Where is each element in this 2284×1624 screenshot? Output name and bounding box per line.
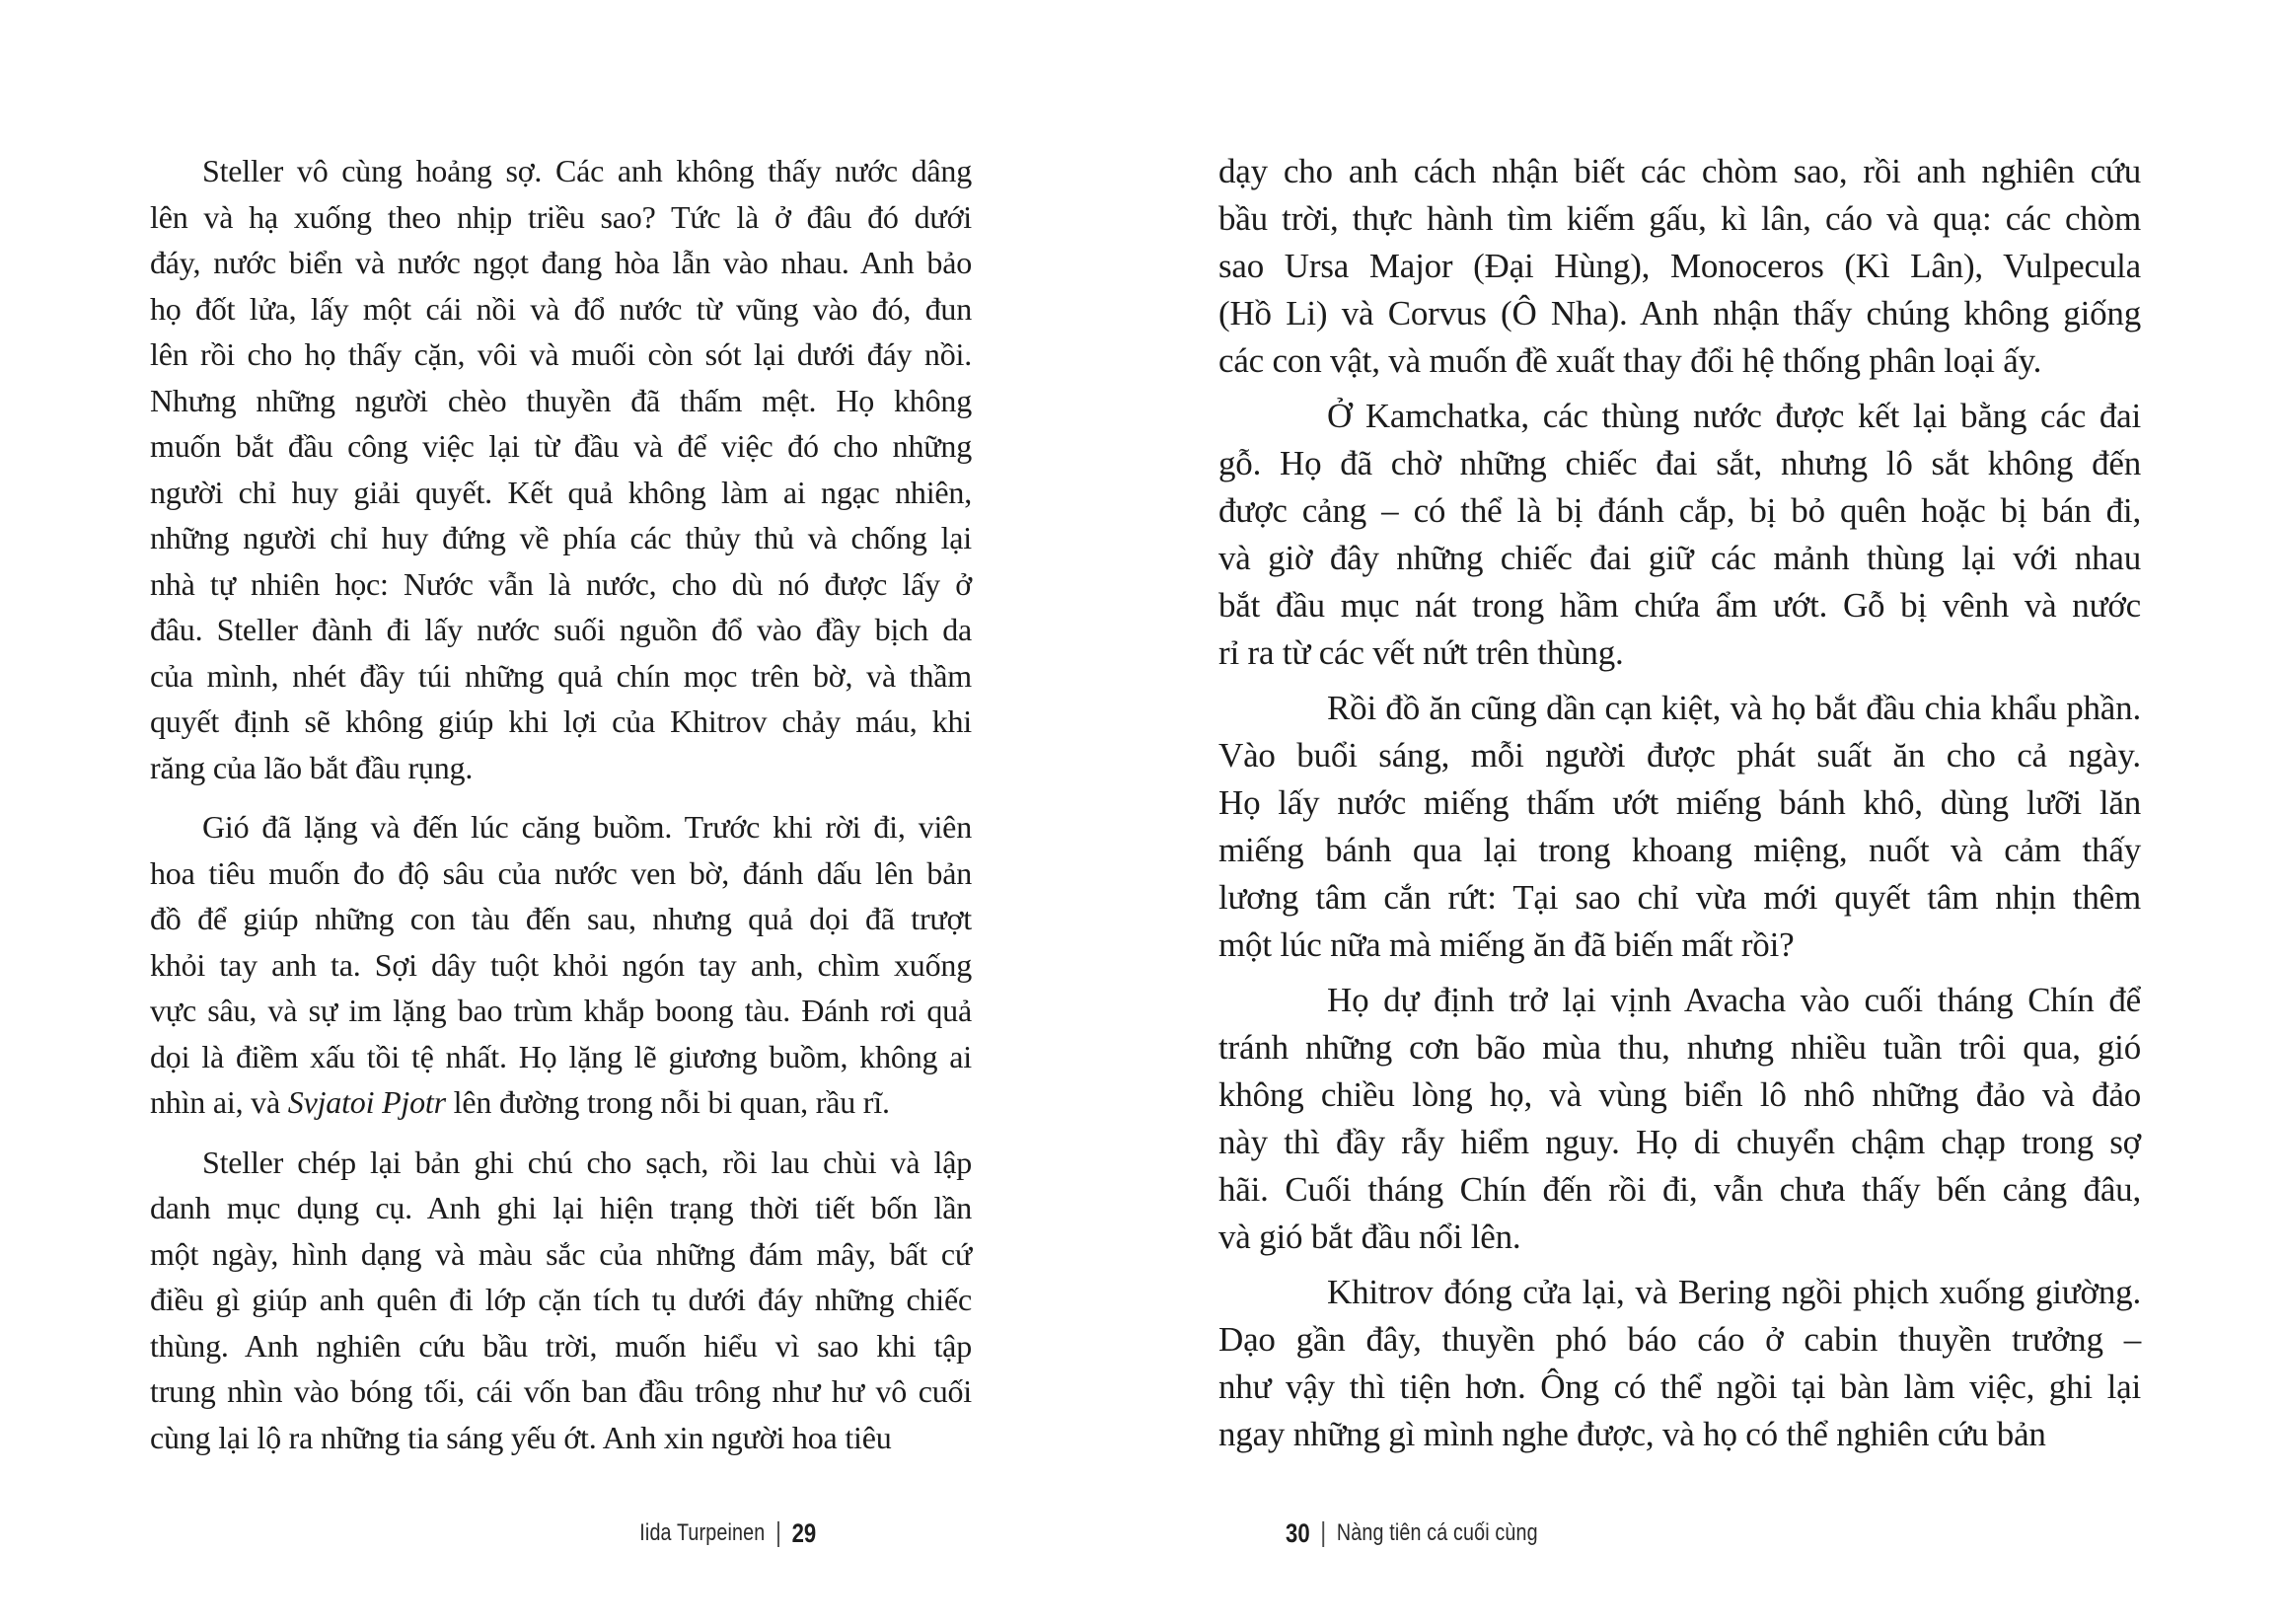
text-line — [150, 240, 972, 286]
text-segment: vực sâu, và sự im lặng bao trùm khắp boong tàu. Đánh rơi quả — [150, 993, 972, 1028]
text-segment: Họ dự định trở lại vịnh Avacha vào cuối tháng Chín để — [1327, 981, 2141, 1019]
text-line — [150, 194, 972, 241]
text-segment: nhà tự nhiên học: Nước vẫn là nước, cho dù nó được lấy ở — [150, 565, 972, 602]
text-line — [1218, 148, 2141, 195]
text-line — [1218, 1166, 2141, 1214]
text-line — [1218, 535, 2141, 582]
text-segment: Dạo gần đây, thuyền phó báo cáo ở cabin thuyền trưởng – — [1218, 1320, 2141, 1359]
text-segment: muốn bắt đầu công việc lại từ đầu và để việc đó cho những — [150, 428, 972, 464]
text-segment: Steller vô cùng hoảng sợ. Các anh không thấy nước dâng — [202, 153, 972, 188]
text-segment: nhìn ai, và — [150, 1084, 288, 1120]
left-page-text — [150, 148, 972, 1474]
text-segment: như vậy thì tiện hơn. Ông có thể ngồi tại bàn làm việc, ghi lại — [1218, 1367, 2141, 1406]
text-segment: người chỉ huy giải quyết. Kết quả không làm ai ngạc nhiên, — [150, 474, 972, 510]
page-number: 30 — [1286, 1517, 1310, 1548]
text-line — [1218, 487, 2141, 535]
text-segment: Họ lấy nước miếng thấm ướt miếng bánh khô, dùng lưỡi lăn — [1218, 783, 2141, 822]
text-segment: tránh những cơn bão mùa thu, nhưng nhiều tuần trôi qua, gió — [1218, 1028, 2141, 1067]
paragraph — [1218, 393, 2141, 677]
text-line — [150, 1140, 972, 1186]
text-line — [150, 896, 972, 942]
text-line — [150, 423, 972, 470]
text-segment: dạy cho anh cách nhận biết các chòm sao, rồi anh nghiên cứu — [1218, 152, 2141, 190]
text-line — [150, 378, 972, 424]
text-line — [1218, 393, 2141, 440]
text-line — [1218, 629, 2141, 677]
text-segment: ngay những gì mình nghe được, và họ có thể nghiên cứu bản — [1218, 1415, 2046, 1453]
text-segment: Steller chép lại bản ghi chú cho sạch, rồi lau chùi và lập — [202, 1144, 972, 1180]
text-line — [150, 653, 972, 700]
text-line — [150, 1079, 972, 1126]
text-line — [150, 1034, 972, 1080]
footer-author: Iida Turpeinen — [639, 1519, 766, 1546]
text-line — [1218, 732, 2141, 779]
text-line — [1218, 1411, 2141, 1458]
text-segment: không chiều lòng họ, và vùng biển lô nhô những đảo và đảo — [1218, 1075, 2141, 1114]
text-line — [150, 1185, 972, 1231]
text-segment: răng của lão bắt đầu rụng. — [150, 749, 474, 785]
text-segment: hoa tiêu muốn đo độ sâu của nước ven bờ, đánh dấu lên bản — [150, 854, 972, 891]
text-segment: của mình, nhét đầy túi những quả chín mọc trên bờ, và thầm — [150, 657, 972, 694]
text-segment: Nhưng những người chèo thuyền đã thấm mệt. Họ không — [150, 382, 972, 418]
text-segment: trung nhìn vào bóng tối, cái vốn ban đầu trông như hư vô cuối — [150, 1373, 972, 1409]
text-line — [1218, 243, 2141, 290]
text-line — [150, 1231, 972, 1278]
text-line — [150, 942, 972, 989]
text-segment: Khitrov đóng cửa lại, và Bering ngồi phịch xuống giường. — [1327, 1273, 2141, 1311]
text-line — [150, 1277, 972, 1323]
text-line — [1218, 1214, 2141, 1261]
paragraph — [1218, 1269, 2141, 1458]
footer-separator: | — [774, 1516, 781, 1547]
text-segment: khỏi tay anh ta. Sợi dây tuột khỏi ngón tay anh, chìm xuống — [150, 946, 972, 983]
paragraph — [1218, 977, 2141, 1261]
text-segment: bắt đầu mục nát trong hầm chứa ẩm ướt. Gỗ bị vênh và nước — [1218, 586, 2141, 625]
text-line — [150, 1323, 972, 1369]
text-segment: gỗ. Họ đã chờ những chiếc đai sắt, nhưng lô sắt không đến — [1218, 444, 2141, 482]
text-line — [150, 470, 972, 516]
text-line — [150, 148, 972, 194]
text-line — [1218, 1316, 2141, 1364]
text-line — [150, 561, 972, 608]
text-line — [1218, 1119, 2141, 1166]
text-line — [150, 988, 972, 1034]
text-line — [1218, 874, 2141, 922]
page-number: 29 — [791, 1517, 816, 1548]
text-segment: bầu trời, thực hành tìm kiếm gấu, kì lân, cáo và quạ: các chòm — [1218, 199, 2141, 238]
text-segment: được cảng – có thể là bị đánh cắp, bị bỏ quên hoặc bị bán đi, — [1218, 491, 2141, 530]
right-page-text — [1218, 148, 2141, 1466]
text-segment: này thì đầy rẫy hiểm nguy. Họ di chuyển chậm chạp trong sợ — [1218, 1123, 2141, 1161]
left-page-footer — [639, 1516, 816, 1550]
text-segment: lên rồi cho họ thấy cặn, vôi và muối còn sót lại dưới đáy nồi. — [150, 336, 972, 372]
text-line — [150, 1415, 972, 1461]
paragraph — [150, 804, 972, 1126]
text-segment: đâu. Steller đành đi lấy nước suối nguồn đổ vào đầy bịch da — [150, 612, 972, 647]
text-line — [1218, 195, 2141, 243]
text-segment: Ở Kamchatka, các thùng nước được kết lại bằng các đai — [1327, 397, 2141, 435]
text-line — [1218, 1071, 2141, 1119]
text-segment: điều gì giúp anh quên đi lớp cặn tích tụ dưới đáy những chiếc — [150, 1282, 972, 1317]
text-segment: đồ để giúp những con tàu đến sau, nhưng quả dọi đã trượt — [150, 901, 972, 936]
text-line — [1218, 1269, 2141, 1316]
text-segment: họ đốt lửa, lấy một cái nồi và đổ nước từ vũng vào đó, đun — [150, 290, 972, 327]
text-line — [150, 850, 972, 897]
text-line — [1218, 582, 2141, 629]
text-line — [1218, 1364, 2141, 1411]
text-segment: những người chỉ huy đứng về phía các thủy thủ và chống lại — [150, 520, 972, 555]
text-segment: hãi. Cuối tháng Chín đến rồi đi, vẫn chưa thấy bến cảng đâu, — [1218, 1170, 2141, 1209]
text-segment: cùng lại lộ ra những tia sáng yếu ớt. Anh xin người hoa tiêu — [150, 1419, 892, 1455]
text-segment: quyết định sẽ không giúp khi lợi của Khitrov chảy máu, khi — [150, 703, 972, 739]
text-line — [1218, 922, 2141, 969]
text-line — [150, 515, 972, 561]
text-segment: thùng. Anh nghiên cứu bầu trời, muốn hiểu vì sao khi tập — [150, 1327, 972, 1364]
text-line — [150, 699, 972, 745]
text-segment: lên đường trong nỗi bi quan, rầu rĩ. — [445, 1084, 890, 1120]
footer-separator: | — [1320, 1516, 1327, 1547]
text-segment: một lúc nữa mà miếng ăn đã biến mất rồi? — [1218, 925, 1795, 964]
text-line — [1218, 290, 2141, 337]
text-segment: Rồi đồ ăn cũng dần cạn kiệt, và họ bắt đầu chia khẩu phần. — [1327, 689, 2141, 727]
text-line — [150, 607, 972, 653]
text-segment: lên và hạ xuống theo nhịp triều sao? Tức là ở đâu đó dưới — [150, 198, 972, 235]
text-segment: các con vật, và muốn đề xuất thay đổi hệ thống phân loại ấy. — [1218, 341, 2042, 380]
text-line — [1218, 337, 2141, 385]
text-line — [150, 1368, 972, 1415]
text-segment: (Hồ Li) và Corvus (Ô Nha). Anh nhận thấy chúng không giống — [1218, 294, 2141, 332]
paragraph — [150, 148, 972, 790]
text-line — [1218, 779, 2141, 827]
text-segment: và gió bắt đầu nổi lên. — [1218, 1218, 1521, 1256]
text-segment: sao Ursa Major (Đại Hùng), Monoceros (Kì Lân), Vulpecula — [1218, 247, 2141, 285]
text-segment: Gió đã lặng và đến lúc căng buồm. Trước khi rời đi, viên — [202, 809, 972, 845]
text-segment: lương tâm cắn rứt: Tại sao chỉ vừa mới quyết tâm nhịn thêm — [1218, 878, 2141, 917]
paragraph — [1218, 148, 2141, 385]
right-page-footer — [1286, 1516, 1538, 1550]
paragraph — [150, 1140, 972, 1461]
paragraph — [1218, 685, 2141, 969]
ship-name-italic: Svjatoi Pjotr — [287, 1084, 446, 1120]
text-line — [1218, 977, 2141, 1024]
text-segment: danh mục dụng cụ. Anh ghi lại hiện trạng thời tiết bốn lần — [150, 1190, 972, 1225]
text-segment: dọi là điềm xấu tồi tệ nhất. Họ lặng lẽ giương buồm, không ai — [150, 1038, 972, 1074]
footer-book-title: Nàng tiên cá cuối cùng — [1336, 1519, 1538, 1546]
text-line — [1218, 827, 2141, 874]
text-line — [150, 332, 972, 378]
text-line — [150, 804, 972, 850]
text-segment: rỉ ra từ các vết nứt trên thùng. — [1218, 633, 1624, 672]
text-segment: một ngày, hình dạng và màu sắc của những đám mây, bất cứ — [150, 1235, 972, 1272]
text-segment: Vào buổi sáng, mỗi người được phát suất ăn cho cả ngày. — [1218, 736, 2141, 775]
text-line — [1218, 685, 2141, 732]
text-line — [1218, 1024, 2141, 1071]
text-line — [1218, 440, 2141, 487]
text-line — [150, 286, 972, 332]
text-line — [150, 745, 972, 791]
text-segment: đáy, nước biển và nước ngọt đang hòa lẫn vào nhau. Anh bảo — [150, 245, 972, 280]
text-segment: miếng bánh qua lại trong khoang miệng, nuốt và cảm thấy — [1218, 831, 2141, 869]
text-segment: và giờ đây những chiếc đai giữ các mảnh thùng lại với nhau — [1218, 539, 2141, 577]
